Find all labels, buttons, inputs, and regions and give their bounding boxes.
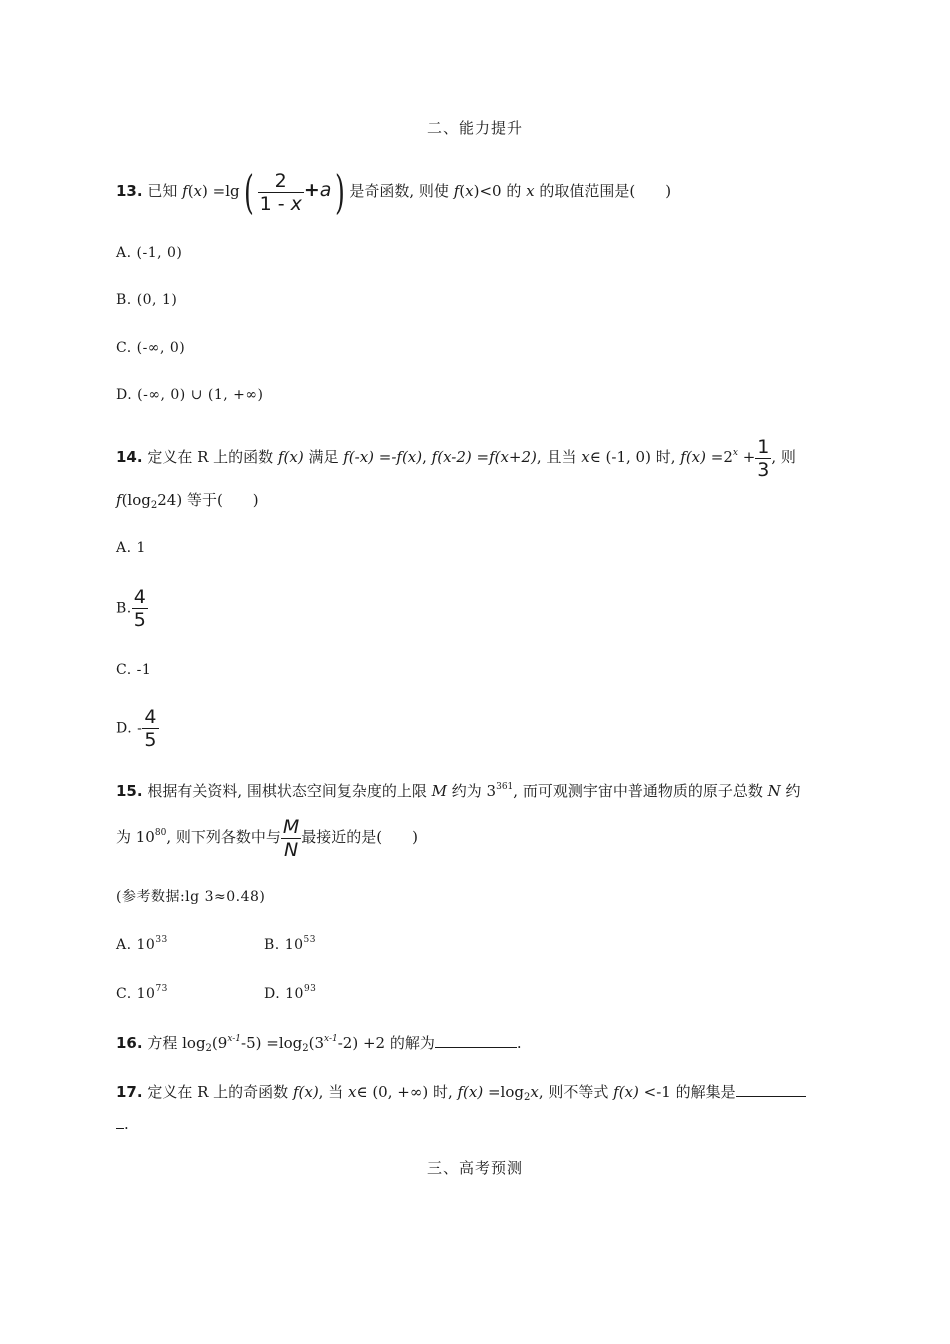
option-b[interactable]: B. $\frac{4}{5}$ — [116, 586, 147, 631]
section-heading-exam-prediction: 三、高考预测 — [426, 1159, 523, 1177]
question-number: 16. — [116, 1034, 143, 1052]
answer-blank[interactable] — [736, 1080, 806, 1097]
option-a[interactable]: A. 1 — [116, 540, 146, 556]
fraction: $\frac{1}{3}$ — [757, 435, 770, 481]
question-number: 14. — [116, 448, 143, 466]
question-number: 17. — [116, 1083, 143, 1101]
question-number: 15. — [116, 782, 143, 800]
section-heading-ability: 二、能力提升 — [426, 119, 523, 137]
option-d[interactable]: D. - $\frac{4}{5}$ — [116, 706, 157, 751]
question-13: 13. 已知 f(x) =lg( $\frac{2}{1 - x}$ +a) 是奇函数, 则使 f(x)<0 的 x 的取值范围是( ) — [116, 165, 672, 219]
option-c[interactable]: C. -1 — [116, 662, 152, 678]
option-b[interactable]: B. $10^{53}$ — [264, 935, 316, 953]
option-c[interactable]: C. (-∞, 0) — [116, 340, 186, 356]
question-17: 17. 定义在 R 上的奇函数 f(x), 当 x∈ (0, +∞) 时, $f(x) =\log_2x$, 则不等式 f(x) <-1 的解集是 — [116, 1080, 806, 1102]
option-a[interactable]: A. $10^{33}$ — [116, 935, 168, 953]
option-b[interactable]: B. (0, 1) — [116, 292, 178, 308]
question-17-continued: . — [116, 1112, 129, 1134]
right-paren: ) — [335, 165, 346, 219]
option-d[interactable]: D. (-∞, 0) ∪ (1, +∞) — [116, 387, 264, 403]
option-a[interactable]: A. (-1, 0) — [116, 245, 183, 261]
left-paren: ( — [243, 165, 254, 219]
question-16: 16. 方程 $\log_2(9^{x-1}-5) =\log_2(3^{x-1}-2) +2$ 的解为 . — [116, 1031, 522, 1053]
question-15-line1: 15. 根据有关资料, 围棋状态空间复杂度的上限 M 约为 $3^{361}$, 而可观测宇宙中普通物质的原子总数 N 约 — [116, 782, 801, 800]
answer-blank[interactable] — [116, 1112, 124, 1129]
option-c[interactable]: C. $10^{73}$ — [116, 984, 168, 1002]
question-number: 13. — [116, 182, 143, 200]
fraction: $\frac{2}{1 - x}$ — [259, 169, 302, 215]
option-d[interactable]: D. $10^{93}$ — [264, 984, 317, 1002]
question-14-line1: 14. 定义在 R 上的函数 f(x) 满足 f(-x) =-f(x), f(x-2) =f(x+2), 且当 x∈ (-1, 0) 时, $f(x) =2^x$ + $\frac{1}{3}$ , 则 — [116, 435, 796, 481]
question-14-line2: $f(\log_224)$ 等于( ) — [116, 491, 259, 511]
reference-data: (参考数据:lg 3≈0.48) — [116, 889, 266, 905]
question-15-line2: 为 $10^{80}$, 则下列各数中与 $\frac{M}{N}$ 最接近的是( ) — [116, 815, 418, 861]
answer-blank[interactable] — [435, 1031, 517, 1048]
